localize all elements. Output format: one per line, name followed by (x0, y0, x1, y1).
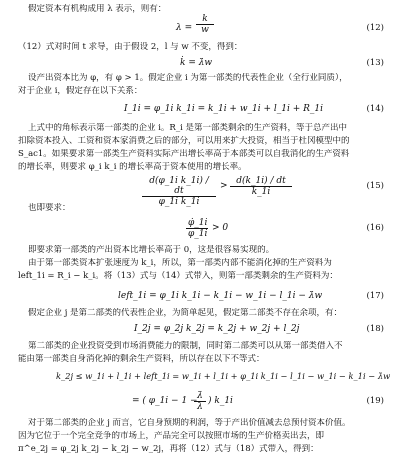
equation-15-left-denominator: φ_1i k_1i (158, 197, 200, 207)
equation-number: (18) (366, 324, 384, 334)
equation-12-numerator: k (196, 14, 214, 25)
equation-19-suffix: ) k_1i (208, 396, 233, 406)
equation-19-numerator: λ̇ (194, 391, 206, 402)
equation-19-denominator: λ (197, 402, 203, 412)
equation-12-lhs: λ = (176, 23, 193, 33)
text-line: 对于企业 i，假定存在以下关系： (18, 86, 143, 96)
equation-14: I_1i = φ_1i k_1i = k_1i + w_1i + l_1i + R_1i (124, 104, 324, 114)
text-line: 对于第二部类的企业 j 而言，它自身预期的利润，等于产出价值减去总预付资本价值。 (28, 418, 351, 428)
equation-16-tail: > 0 (212, 223, 229, 233)
equation-number: (12) (366, 23, 384, 33)
text-line: S_ac1。如果要求第一部类生产资料实际产出增长率高于本部类可以自我消化的生产资料 (18, 149, 350, 159)
equation-number: (13) (366, 58, 384, 68)
equation-16-fraction (186, 218, 208, 239)
text-line: left_1i = R_i − k̇_i。将（13）式与（14）式带入，则第一部类剩余的生产资料为： (18, 271, 338, 281)
equation-15-right-numerator: d(k_1i) / dt (230, 176, 292, 187)
equation-19-fraction (194, 391, 206, 412)
equation-15-left-numerator: d(φ_1i k_1i) / dt (142, 176, 216, 197)
text-line: 的增长率，则要求 φ_i k_i 的增长率高于资本使用的增长率。 (18, 162, 247, 172)
text-line: 也即要求： (28, 203, 71, 213)
equation-number: (19) (366, 396, 384, 406)
text-line: 上式中的角标表示第一部类的企业 i。R_i 是第一部类剩余的生产资料，等于总产出中 (28, 123, 347, 133)
equation-15-right-denominator: k_1i (251, 187, 271, 197)
equation-12-fraction (196, 14, 214, 35)
text-line: 因为它位于一个完全竞争的市场上，产品完全可以按照市场的生产价格卖出去，即 (18, 431, 325, 441)
text-line: 由于第一部类资本扩张速度为 k̇_i，所以，第一部类内部不能消化掉的生产资料为 (28, 258, 332, 268)
equation-16-denominator: φ_1i (188, 229, 208, 239)
equation-17: left_1i = φ_1i k_1i − k_1i − w_1i − l_1i − λ̇w (118, 291, 323, 301)
text-line: 设产出资本比为 φ，有 φ > 1。假定企业 i 为第一部类的代表性企业（全行业同质）， (28, 73, 348, 83)
equation-number: (17) (366, 291, 384, 301)
text-line: π^e_2j = φ_2j k_2j − k_2j − w_2j，再将（12）式与（18）式带入，得到： (18, 444, 319, 454)
text-line: 假定资本有机构成用 λ 表示，则有： (28, 4, 167, 14)
equation-19-line-1: k_2j ≤ w_1i + l_1i + left_1i = w_1i + l_1i + φ_1i k_1i − l_1i − w_1i − k_1i − λ̇w (56, 371, 391, 381)
text-line: 第二部类的企业投资受到市场消费能力的限制，同时第二部类可以从第一部类借入不 (28, 341, 343, 351)
text-line: 扣除资本投入、工资和资本家消费之后的部分，可以用来扩大投资，相当于杜冈模型中的 (18, 136, 350, 146)
equation-19-prefix: = ( φ_1i − 1 − (132, 396, 198, 406)
equation-number: (14) (366, 104, 384, 114)
equation-number: (16) (366, 223, 384, 233)
equation-18: I_2j = φ_2j k_2j = k_2j + w_2j + l_2j (134, 324, 300, 334)
equation-15-relation: > (220, 181, 228, 191)
equation-12-denominator: w (201, 25, 209, 35)
equation-16-numerator: φ̇_1i (188, 218, 208, 228)
text-line: 能由第一部类自身消化掉的剩余生产资料，所以存在以下不等式： (18, 354, 265, 364)
text-line: 假定企业 j 是第二部类的代表性企业，为简单起见，假定第二部类不存在余项，有： (28, 308, 343, 318)
text-line: （12）式对时间 t 求导，由于假设 2，l 与 w 不变，得到： (18, 42, 243, 52)
equation-15-right-fraction (230, 176, 292, 197)
text-line: 即要求第一部类的产出资本比增长率高于 0，这是很容易实现的。 (28, 245, 275, 255)
equation-number: (15) (366, 181, 384, 191)
equation-13: k̇ = λ̇w (180, 58, 213, 68)
